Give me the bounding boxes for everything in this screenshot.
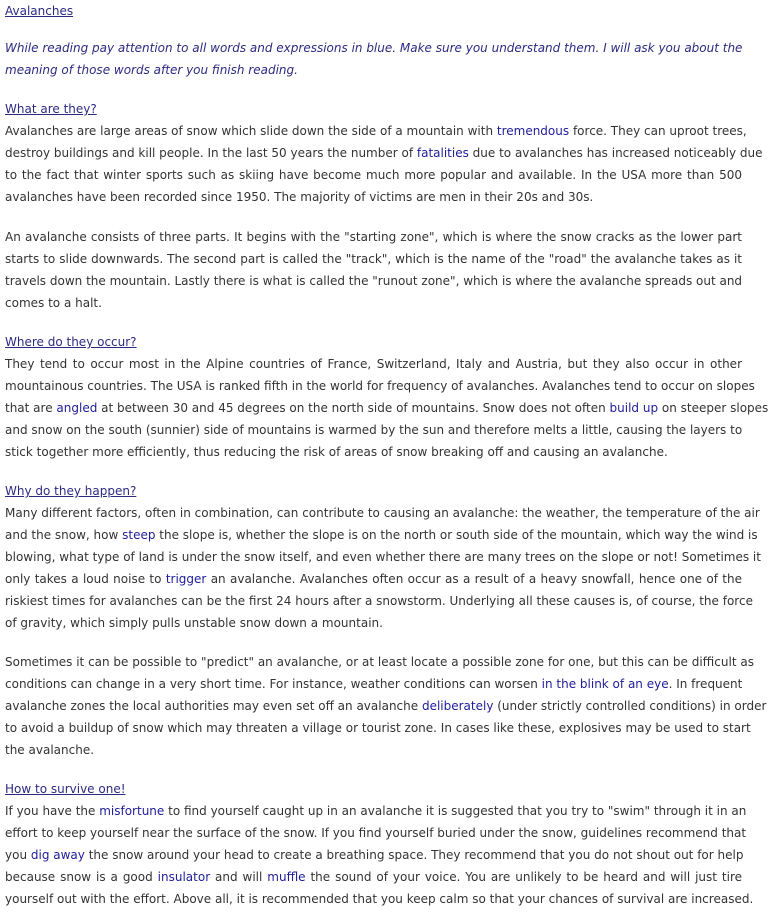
paragraph-line: [5, 186, 742, 208]
text-run: that are: [5, 401, 57, 415]
section-heading: [5, 98, 742, 120]
text-run: If you have the: [5, 804, 100, 818]
text-run: the slope is, whether the slope is on the north or south side of the mountain, which way the wind is: [155, 528, 758, 542]
paragraph-line: [5, 546, 761, 568]
instruction-text: [5, 37, 742, 59]
text-run: force. They can uproot trees,: [569, 124, 747, 138]
text-run: starts to slide downwards. The second part is called the "track", which is the name of the "road" the avalanche takes as it: [5, 252, 742, 266]
section-heading: [5, 480, 742, 502]
paragraph-line: [5, 590, 753, 612]
text-run: stick together more efficiently, thus reducing the risk of areas of snow breaking off and causing an avalanche.: [5, 445, 668, 459]
vocabulary-word: angled: [56, 401, 98, 415]
vocabulary-word: steep: [122, 528, 156, 542]
paragraph-line: [5, 441, 742, 463]
paragraph-line: [5, 270, 742, 292]
vocabulary-word: deliberately: [421, 699, 494, 713]
vocabulary-word: trigger: [165, 572, 207, 586]
text-run: due to avalanches has increased noticeably due: [468, 146, 763, 160]
text-run: and the snow, how: [5, 528, 123, 542]
article-title: [5, 0, 742, 22]
paragraph-line: [5, 226, 742, 248]
text-run: yourself out with the effort. Above all, it is recommended that you keep calm so that your chances of survival are increased.: [5, 892, 754, 906]
section-heading: [5, 778, 742, 800]
text-run: Avalanches: [5, 4, 74, 18]
paragraph-line: [5, 695, 767, 717]
instruction-text: [5, 59, 742, 81]
text-run: meaning of those words after you finish reading.: [5, 63, 298, 77]
text-run: destroy buildings and kill people. In the last 50 years the number of: [5, 146, 417, 160]
text-run: the avalanche.: [5, 743, 95, 757]
text-run: . In frequent: [668, 677, 743, 691]
paragraph-line: [5, 717, 751, 739]
text-run: avalanche zones the local authorities may even set off an avalanche: [5, 699, 422, 713]
paragraph-line: [5, 524, 758, 546]
text-run: (under strictly controlled conditions) in order: [493, 699, 767, 713]
text-run: on steeper slopes: [658, 401, 768, 415]
text-run: Sometimes it can be possible to "predict" an avalanche, or at least locate a possible zone for one, but this can be difficult as: [5, 655, 754, 669]
paragraph-line: [5, 502, 760, 524]
text-run: to avoid a buildup of snow which may threaten a village or tourist zone. In cases like these, explosives may be used to start: [5, 721, 751, 735]
text-run: conditions can change in a very short time. For instance, weather conditions can worsen: [5, 677, 542, 691]
text-run: Why do they happen?: [5, 484, 137, 498]
paragraph-line: [5, 419, 742, 441]
paragraph-line: [5, 651, 754, 673]
text-run: at between 30 and 45 degrees on the north side of mountains. Snow does not often: [97, 401, 610, 415]
paragraph-line: [5, 397, 768, 419]
paragraph-line: [5, 568, 742, 590]
text-run: you: [5, 848, 31, 862]
text-run: effort to keep yourself near the surface of the snow. If you find yourself buried under the snow, guidelines recommend that: [5, 826, 747, 840]
text-run: to find yourself caught up in an avalanche it is suggested that you try to "swim" through it in an: [164, 804, 747, 818]
text-run: Avalanches are large areas of snow which slide down the side of a mountain with: [5, 124, 497, 138]
paragraph-line: [5, 800, 747, 822]
paragraph-line: [5, 673, 742, 695]
text-run: the snow around your head to create a breathing space. They recommend that you do not shout out for help: [84, 848, 744, 862]
text-run: an avalanche. Avalanches often occur as a result of a heavy snowfall, hence one of the: [206, 572, 742, 586]
text-run: While reading pay attention to all words and expressions in blue. Make sure you understand them. I will ask you about the: [5, 41, 743, 55]
text-run: the sound of your voice. You are unlikely to be heard and will just tire: [305, 870, 742, 884]
text-run: How to survive one!: [5, 782, 126, 796]
text-run: travels down the mountain. Lastly there is what is called the "runout zone", which is where the avalanche spreads out and: [5, 274, 743, 288]
text-run: avalanches have been recorded since 1950. The majority of victims are men in their 20s and 30s.: [5, 190, 594, 204]
paragraph-line: [5, 844, 742, 866]
vocabulary-word: muffle: [267, 870, 306, 884]
paragraph-line: [5, 612, 742, 634]
paragraph-line: [5, 822, 747, 844]
vocabulary-word: fatalities: [416, 146, 469, 160]
paragraph-line: [5, 866, 742, 888]
vocabulary-word: insulator: [157, 870, 211, 884]
vocabulary-word: dig away: [30, 848, 85, 862]
text-run: They tend to occur most in the Alpine countries of France, Switzerland, Italy and Austria, but they also occur in other: [5, 357, 742, 371]
text-run: to the fact that winter sports such as skiing have become much more popular and available. In the USA more than 500: [5, 168, 742, 182]
text-run: comes to a halt.: [5, 296, 102, 310]
paragraph-line: [5, 353, 742, 375]
paragraph-line: [5, 248, 742, 270]
text-run: riskiest times for avalanches can be the first 24 hours after a snowstorm. Underlying all these causes is, of course, the force: [5, 594, 753, 608]
text-run: because snow is a good: [5, 870, 158, 884]
paragraph-line: [5, 375, 755, 397]
paragraph-line: [5, 120, 747, 142]
vocabulary-word: in the blink of an eye: [541, 677, 669, 691]
paragraph-line: [5, 739, 742, 761]
text-run: and snow on the south (sunnier) side of mountains is warmed by the sun and therefore melts a little, causing the layers to: [5, 423, 743, 437]
text-run: only takes a loud noise to: [5, 572, 166, 586]
vocabulary-word: tremendous: [496, 124, 570, 138]
text-run: blowing, what type of land is under the snow itself, and even whether there are many trees on the slope or not! Sometimes it: [5, 550, 761, 564]
paragraph-line: [5, 292, 742, 314]
text-run: An avalanche consists of three parts. It begins with the "starting zone", which is where the snow cracks as the lower part: [5, 230, 742, 244]
section-heading: [5, 331, 742, 353]
text-run: What are they?: [5, 102, 97, 116]
vocabulary-word: misfortune: [99, 804, 165, 818]
text-run: and will: [210, 870, 268, 884]
text-run: Many different factors, often in combination, can contribute to causing an avalanche: the weather, the temperature of the air: [5, 506, 760, 520]
vocabulary-word: build up: [609, 401, 659, 415]
paragraph-line: [5, 888, 754, 910]
paragraph-line: [5, 164, 742, 186]
paragraph-line: [5, 142, 763, 164]
text-run: Where do they occur?: [5, 335, 137, 349]
text-run: mountainous countries. The USA is ranked fifth in the world for frequency of avalanches. Avalanches tend to occur on slopes: [5, 379, 755, 393]
text-run: of gravity, which simply pulls unstable snow down a mountain.: [5, 616, 383, 630]
